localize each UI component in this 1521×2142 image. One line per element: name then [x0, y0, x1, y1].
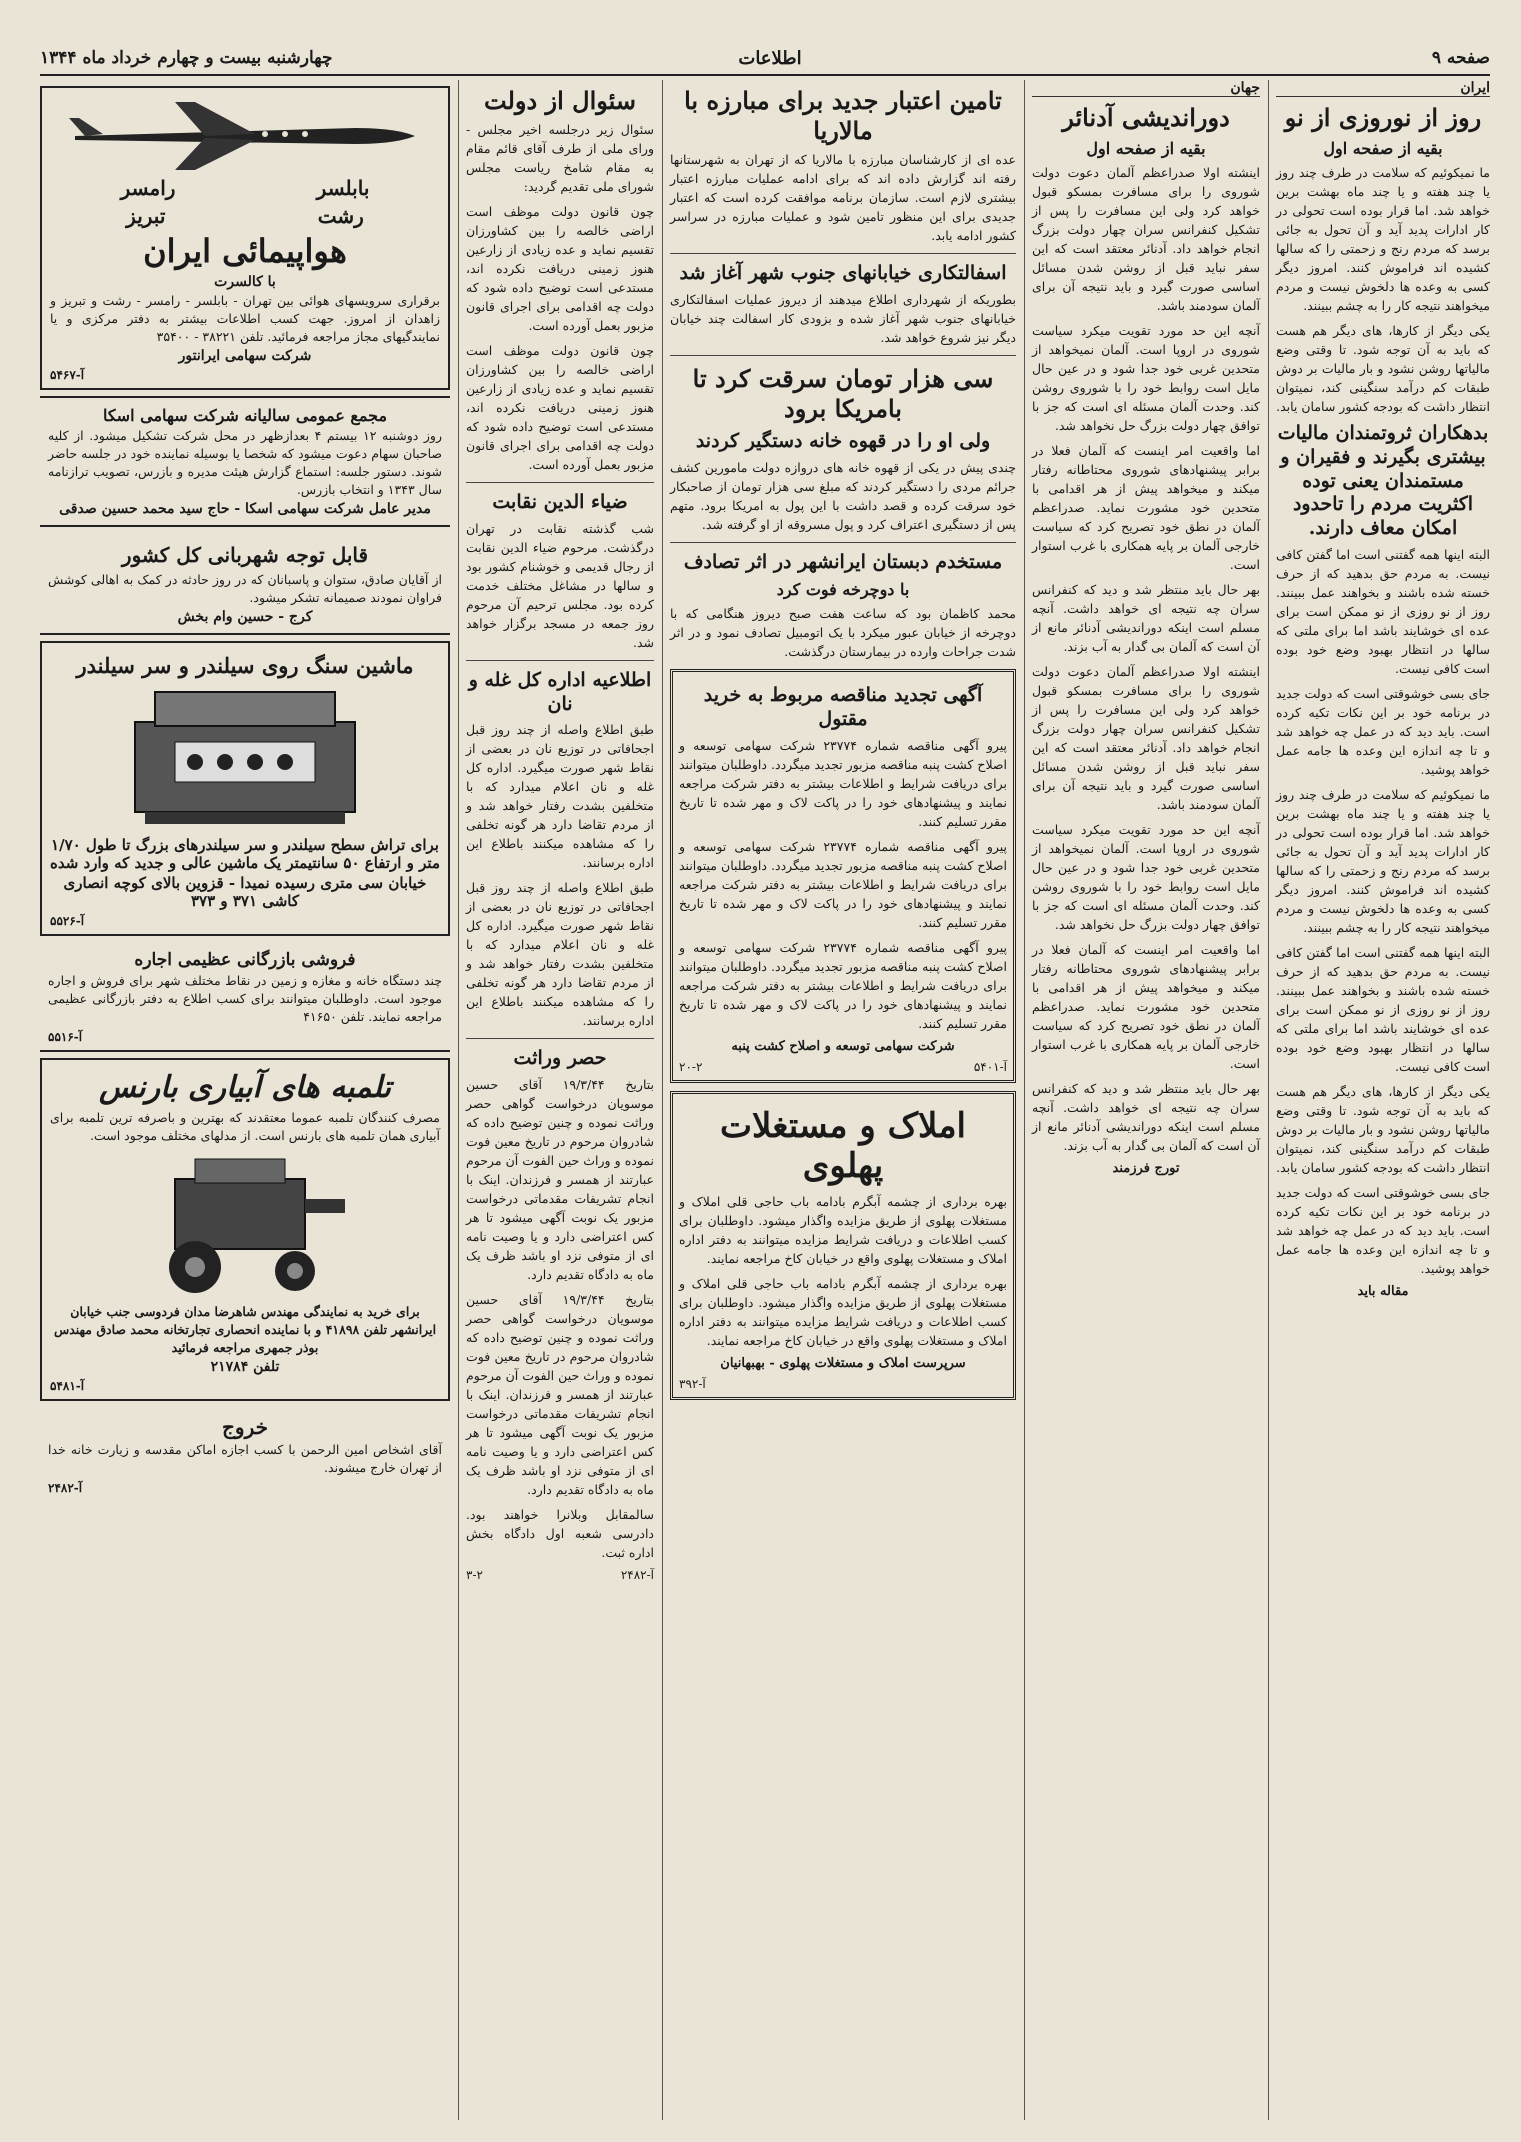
divider — [670, 542, 1016, 543]
column-rule — [1268, 80, 1269, 2120]
headline: حصر وراثت — [513, 1047, 607, 1070]
headline: اطلاعیه اداره کل غله و نان — [468, 668, 652, 715]
article-paragraph: ما نمیکوئیم که سلامت در طرف چند روز یا چند هفته و یا چند ماه بهشت برین خواهد شد. اما قرار بوده است تحولی در کار ادارات پدید آید و آن تحول به جائی برسد که مردم رنج و زحمتی را که سالها کشیده اند فراموش کنند. امروز دیگر کسی به وعده ها دلخوش نیست و مردم میخواهند نتیجه کار را به چشم ببینند. — [1276, 165, 1490, 313]
article-paragraph: ما نمیکوئیم که سلامت در طرف چند روز یا چند هفته و یا چند ماه بهشت برین خواهد شد. اما قرار بوده است تحولی در کار ادارات پدید آید و آن تحول به جائی برسد که مردم رنج و زحمتی را که سالها کشیده اند فراموش کنند. امروز دیگر کسی به وعده ها دلخوش نیست و مردم میخواهند نتیجه کار را به چشم ببینند. — [1276, 786, 1490, 935]
column-notices — [466, 80, 654, 1582]
ad-text: روز دوشنبه ۱۲ بیستم ۴ بعدازظهر در محل شرکت تشکیل میشود. از کلیه صاحبان سهام دعوت میشود که شخصا یا بوسیله نماینده خود در جلسه حاضر شوند. دستور جلسه: استماع گزارش هیئت مدیره و بازرس، تصویب ترازنامه سال ۱۳۴۳ و انتخاب بازرس. — [48, 428, 442, 497]
ad-headline: آگهی تجدید مناقصه مربوط به خرید مقتول — [703, 684, 983, 730]
ad-company: شرکت سهامی ایرانتور — [178, 348, 312, 364]
signature: مقاله باید — [1357, 1283, 1409, 1299]
article-paragraph: طبق اطلاع واصله از چند روز قبل اجحافاتی در توزیع نان در بعضی از نقاط شهر صورت میگیرد. اداره کل غله و نان اعلام میدارد که با متخلفین بشدت رفتار خواهد شد و از مردم تقاضا دارد هر گونه تخلفی را که مشاهده میکنند باطلاع این اداره برسانند. — [466, 722, 654, 871]
article-paragraph: بطوریکه از شهرداری اطلاع میدهند از دیروز عملیات اسفالتکاری خیابانهای جنوب شهر آغاز شده و بزودی کار اسفالت چند خیابان دیگر نیز شروع خواهد شد. — [670, 291, 1016, 345]
ad-headline: ماشین سنگ روی سیلندر و سر سیلندر — [76, 653, 414, 678]
subhead: بقیه از صفحه اول — [1323, 139, 1443, 158]
ad-text: برقراری سرویسهای هوائی بین تهران - بابلسر - رامسر - رشت و تبریز و زاهدان از امروز. جهت کسب اطلاعات بیشتر به دفتر مرکزی و یا نمایندگیهای مجاز مراجعه فرمائید. تلفن ۳۸۲۲۱ - ۳۵۴۰۰ — [50, 293, 440, 344]
ad-text: پیرو آگهی مناقصه شماره ۲۳۷۷۴ شرکت سهامی توسعه و اصلاح کشت پنبه مناقصه مزبور تجدید میگردد. داوطلبان میتوانند برای دریافت شرایط و اطلاعات بیشتر به دفتر شرکت مراجعه نمایند و پیشنهادهای خود را در پاکت لاک و مهر شده تا تاریخ مقرر تسلیم کنند. — [679, 737, 1007, 829]
section-label: جهان — [1032, 80, 1260, 97]
ad-code: آ-۵۵۱۶ — [48, 1030, 83, 1044]
column-world — [1032, 80, 1260, 1182]
ad-headline: فروشی بازرگانی عظیمی اجاره — [134, 950, 356, 970]
article-paragraph: جای بسی خوشوقتی است که دولت جدید در برنامه خود بر این نکات تکیه کرده است. باید دید که در عمل چه خواهد شد و تا چه اندازه این وعده ها جامه عمل خواهد پوشید. — [1276, 1184, 1490, 1276]
article-paragraph: سئوال زیر درجلسه اخیر مجلس - ورای ملی از طرف آقای قائم مقام به مقام شامخ ریاست مجلس شورای ملی تقدیم گردید: — [466, 122, 654, 194]
subhead: بقیه از صفحه اول — [1086, 139, 1206, 158]
headline: دوراندیشی آدنائر — [1062, 103, 1230, 132]
article-paragraph: اما واقعیت امر اینست که آلمان فعلا در برابر پیشنهادهای شوروی محتاطانه رفتار میکند و میخواهد پیش از هر اقدامی با متحدین خود مشورت نماید. صدراعظم آلمان در نطق خود تصریح کرد که سیاست خارجی آلمان بر پایه همکاری با غرب استوار است. — [1032, 443, 1260, 572]
article-paragraph: اما واقعیت امر اینست که آلمان فعلا در برابر پیشنهادهای شوروی محتاطانه رفتار میکند و میخواهد پیش از هر اقدامی با متحدین خود مشورت نماید. صدراعظم آلمان در نطق خود تصریح کرد که سیاست خارجی آلمان بر پایه همکاری با غرب استوار است. — [1032, 942, 1260, 1071]
city-name: تبریز — [126, 204, 166, 228]
ad-code: آ-۲۴۸۲ — [48, 1481, 83, 1495]
ad-text: پیرو آگهی مناقصه شماره ۲۳۷۷۴ شرکت سهامی توسعه و اصلاح کشت پنبه مناقصه مزبور تجدید میگردد. داوطلبان میتوانند برای دریافت شرایط و اطلاعات بیشتر به دفتر شرکت مراجعه نمایند و پیشنهادهای خود را در پاکت لاک و مهر شده تا تاریخ مقرر تسلیم کنند. — [679, 838, 1007, 930]
ad-code: ۳-۲ — [466, 1568, 483, 1582]
ad-code: آ-۵۴۰۱ — [973, 1059, 1007, 1074]
ad-headline: قابل توجه شهربانی کل کشور — [121, 543, 369, 567]
article-paragraph: اینشته اولا صدراعظم آلمان دعوت دولت شوروی را برای مسافرت بمسکو قبول خواهد کرد ولی این مسافرت را پس از تشکیل کنفرانس سران چهار دولت بزرگ انجام خواهد داد. آدنائر معتقد است که این سفر نباید قبل از روشن شدن مسائل اساسی صورت گیرد و باید نتیجه آن برای آلمان سودمند باشد. — [1032, 165, 1260, 313]
headline: ضیاء الدین نقابت — [492, 491, 628, 513]
city-name: رامسر — [120, 176, 176, 200]
ad-address: خیابان سی متری رسیده نمیدا - قزوین بالای کوچه انصاری کاشی ۳۷۱ و ۳۷۳ — [63, 874, 427, 910]
airline-name: هواپیمائی ایران — [143, 232, 347, 270]
ad-code: ۲۰-۲ — [679, 1059, 703, 1074]
ad-signature: کرج - حسین وام بخش — [177, 609, 313, 625]
ad-code: آ-۵۴۶۷ — [50, 368, 85, 382]
article-paragraph: چون قانون دولت موظف است اراضی خالصه را بین کشاورزان تقسیم نماید و عده زیادی از زارعین هنوز زمینی دریافت نکرده اند، مستدعی است توضیح داده شود که دولت چه اقدامی برای اجرای قانون مزبور بعمل آورده است. — [466, 343, 654, 472]
ad-text: برای تراش سطح سیلندر و سر سیلندرهای بزرگ تا طول ۱/۷۰ متر و ارتفاع ۵۰ سانتیمتر یک ماشین عالی و جدید که وارد شده — [50, 836, 440, 872]
column-ads — [40, 80, 450, 1507]
divider — [466, 660, 654, 661]
article-paragraph: یکی دیگر از کارها، های دیگر هم هست که باید به آن توجه شود. تا وقتی وضع مالیاتها روشن نشود و بار مالیات بر دوش طبقات کم درآمد سنگینی کند، نمیتوان انتظار داشت که بودجه کشور سامان یابد. — [1276, 323, 1490, 414]
ad-text: پیرو آگهی مناقصه شماره ۲۳۷۷۴ شرکت سهامی توسعه و اصلاح کشت پنبه مناقصه مزبور تجدید میگردد. داوطلبان میتوانند برای دریافت شرایط و اطلاعات بیشتر به دفتر شرکت مراجعه نمایند و پیشنهادهای خود را در پاکت لاک و مهر شده تا تاریخ مقرر تسلیم کنند. — [679, 939, 1007, 1031]
ad-headline: املاک و مستغلات پهلوی — [720, 1105, 966, 1186]
water-pump-icon — [125, 1149, 365, 1299]
tender-ad — [670, 669, 1016, 1083]
article-paragraph: بتاریخ ۱۹/۳/۴۴ آقای حسین موسویان درخواست گواهی حصر وراثت نموده و چنین توضیح داده که شادروان مرحوم در تاریخ معین فوت نموده و وراث حین الفوت آن مرحوم عبارتند از همسر و فرزندان. اینک با انجام تشریفات مقدماتی درخواست مزبور یک نوبت آگهی میشود تا هر کس اعتراضی دارد و یا وصیت نامه ای از متوفی نزد او باشد ظرف یک ماه به دادگاه تقدیم دارد. — [466, 1292, 654, 1497]
divider — [670, 355, 1016, 356]
article-paragraph: چندی پیش در یکی از قهوه خانه های دروازه دولت مامورین کشف جرائم مردی را دستگیر کردند که مبلغ سی هزار تومان از صاحبکار خود سرقت کرده و قصد داشت با این پول به امریکا برود. متهم پس از دستگیری اعتراف کرد و پول مسروقه از او گرفته شد. — [670, 459, 1016, 532]
ad-headline: خروج — [222, 1415, 268, 1439]
city-name: رشت — [317, 204, 364, 228]
pump-ad — [40, 1058, 450, 1401]
headline: مستخدم دبستان ایرانشهر در اثر تصادف — [683, 550, 1003, 573]
ad-subtitle: با کالسرت — [214, 274, 276, 290]
meeting-ad — [40, 396, 450, 527]
section-label: ایران — [1276, 80, 1490, 97]
masthead — [40, 48, 1490, 76]
property-ad — [670, 1091, 1016, 1400]
bold-paragraph: بدهکاران ثروتمندان مالیات بیشتری بگیرند و فقیران و مستمندان یعنی توده اکثریت مردم را تاحدود امکان معاف دارند. — [1277, 422, 1489, 539]
article-paragraph: شب گذشته نقابت در تهران درگذشت. مرحوم ضیاء الدین نقابت از رجال قدیمی و خوشنام کشور بود و سالها در مشاغل مختلف خدمت کرده بود. مجلس ترحیم آن مرحوم روز جمعه در مسجد برگزار خواهد شد. — [466, 520, 654, 650]
column-rule — [662, 80, 663, 2120]
paper-name: اطلاعات — [738, 48, 802, 69]
headline: روز از نوروزی از نو — [1284, 103, 1482, 132]
article-paragraph: آنچه این حد مورد تقویت میکرد سیاست شوروی در اروپا است. آلمان نمیخواهد از متحدین غربی خود جدا شود و در عین حال مایل است روابط خود را با شوروی روشن کند. وحدت آلمان مسئله ای است که جز با توافق چهار دولت بزرگ حل نخواهد شد. — [1032, 822, 1260, 932]
column-news — [670, 80, 1016, 1408]
ad-signature: شرکت سهامی توسعه و اصلاح کشت پنبه — [731, 1038, 955, 1054]
ad-codes — [679, 1060, 1007, 1074]
column-rule — [458, 80, 459, 2120]
exit-notice-ad — [40, 1407, 450, 1501]
notice-codes — [466, 1568, 654, 1582]
ad-signature: سرپرست املاک و مستغلات پهلوی - بهبهانیان — [720, 1355, 966, 1371]
destinations — [50, 176, 440, 200]
column-iran — [1276, 80, 1490, 1305]
ad-phone: تلفن ۲۱۷۸۴ — [210, 1359, 280, 1375]
ad-code: آ-۵۴۸۱ — [50, 1379, 85, 1393]
ad-headline: مجمع عمومی سالیانه شرکت سهامی اسکا — [102, 406, 388, 425]
article-paragraph: جای بسی خوشوقتی است که دولت جدید در برنامه خود بر این نکات تکیه کرده است. باید دید که در عمل چه خواهد شد و تا چه اندازه این وعده ها جامه عمل خواهد پوشید. — [1276, 685, 1490, 777]
ad-text: بهره برداری از چشمه آبگرم بادامه باب حاجی قلی املاک و مستغلات پهلوی از طریق مزایده واگذار میشود. داوطلبان برای کسب اطلاعات و دریافت شرایط مزایده میتوانند به دفتر اداره املاک و مستغلات پهلوی واقع در خیابان کاخ مراجعه نمایند. — [679, 1275, 1007, 1348]
headline: سی هزار تومان سرقت کرد تا بامریکا برود — [692, 363, 994, 423]
headline: سئوال از دولت — [484, 86, 636, 115]
article-paragraph: محمد کاظمان بود که ساعت هفت صبح دیروز هنگامی که با دوچرخه از خیابان عبور میکرد با یک اتومبیل تصادف نمود و در اثر شدت جراحات وارده در بیمارستان درگذشت. — [670, 606, 1016, 660]
ad-text: بهره برداری از چشمه آبگرم بادامه باب حاجی قلی املاک و مستغلات پهلوی از طریق مزایده واگذار میشود. داوطلبان برای کسب اطلاعات و دریافت شرایط مزایده میتوانند به دفتر اداره املاک و مستغلات پهلوی واقع در خیابان کاخ مراجعه نمایند. — [679, 1193, 1007, 1266]
article-paragraph: سالمقابل وبلانرا خواهند بود. دادرسی شعبه اول دادگاه بخش اداره ثبت. — [466, 1507, 654, 1560]
issue-date: چهارشنبه بیست و چهارم خرداد ماه ۱۳۴۴ — [40, 48, 333, 68]
article-paragraph: بهر حال باید منتظر شد و دید که کنفرانس سران چه نتیجه ای خواهد داشت. آنچه مسلم است اینکه دوراندیشی آدنائر مانع از آن است که آلمان بی گدار به آب بزند. — [1032, 1081, 1260, 1153]
article-paragraph: عده ای از کارشناسان مبارزه با مالاریا که از تهران به شهرستانها رفته اند گزارش داده اند که برای ادامه عملیات مبارزه اعتبار بیشتری لازم است. سازمان برنامه موافقت کرده است که اعتبار جدیدی برای این منظور تامین شود و عملیات مبارزه در سراسر کشور ادامه یابد. — [670, 152, 1016, 243]
article-paragraph: آنچه این حد مورد تقویت میکرد سیاست شوروی در اروپا است. آلمان نمیخواهد از متحدین غربی خود جدا شود و در عین حال مایل است روابط خود را با شوروی روشن کند. وحدت آلمان مسئله ای است که جز با توافق چهار دولت بزرگ حل نخواهد شد. — [1032, 323, 1260, 433]
headline: تامین اعتبار جدید برای مبارزه با مالاریا — [684, 86, 1002, 145]
airplane-icon — [55, 98, 435, 172]
ad-text: مصرف کنندگان تلمبه عموما معتقدند که بهترین و باصرفه ترین تلمبه برای آبیاری همان تلمبه های بارنس است. از مدلهای مختلف موجود است. — [50, 1110, 440, 1143]
column-rule — [1024, 80, 1025, 2120]
subhead: ولی او را در قهوه خانه دستگیر کردند — [695, 429, 991, 452]
city-name: بابلسر — [316, 176, 370, 200]
ad-text: از آقایان صادق، ستوان و پاسبانان که در روز حادثه در کمک به اهالی کوشش فراوان نمودند صمیمانه تشکر میشود. — [48, 572, 442, 605]
article-paragraph: اینشته اولا صدراعظم آلمان دعوت دولت شوروی را برای مسافرت بمسکو قبول خواهد کرد ولی این مسافرت را پس از تشکیل کنفرانس سران چهار دولت بزرگ انجام خواهد داد. آدنائر معتقد است که این سفر نباید قبل از روشن شدن مسائل اساسی صورت گیرد و باید نتیجه آن برای آلمان سودمند باشد. — [1032, 664, 1260, 812]
trade-ad — [40, 942, 450, 1052]
destinations — [50, 204, 440, 228]
ad-code: آ-۵۵۲۶ — [50, 914, 85, 928]
signature: تورج فرزمند — [1112, 1161, 1180, 1176]
article-paragraph: البته اینها همه گفتنی است اما گفتن کافی نیست. به مردم حق بدهید که از حرف خسته شده باشند و بخواهند عمل ببینند. روز از نو روزی از نو ممکن است برای عده ای خوشایند باشد اما برای ملتی که سالها در انتظار بهبود وضع خود بوده است کافی نیست. — [1276, 944, 1490, 1074]
ad-signature: مدیر عامل شرکت سهامی اسکا - حاج سید محمد حسین صدقی — [59, 501, 431, 517]
ad-text: چند دستگاه خانه و مغازه و زمین در نقاط مختلف شهر برای فروش و اجاره موجود است. داوطلبان میتوانند برای کسب اطلاع به دفتر بازرگانی عظیمی مراجعه نمایند. تلفن ۴۱۶۵۰ — [48, 973, 442, 1024]
grinding-machine-icon — [115, 682, 375, 832]
airline-ad — [40, 86, 450, 390]
ad-code: آ-۳۹۲ — [679, 1376, 706, 1391]
divider — [466, 1038, 654, 1039]
article-paragraph: بهر حال باید منتظر شد و دید که کنفرانس سران چه نتیجه ای خواهد داشت. آنچه مسلم است اینکه دوراندیشی آدنائر مانع از آن است که آلمان بی گدار به آب بزند. — [1032, 582, 1260, 654]
ad-text: برای خرید به نمایندگی مهندس شاهرضا مدان فردوسی جنب خیابان ایرانشهر تلفن ۴۱۸۹۸ و با نماینده انحصاری تجارتخانه محمد صادق مهندس بوذر جمهری مراجعه فرمائید — [53, 1304, 437, 1355]
headline: اسفالتکاری خیابانهای جنوب شهر آغاز شد — [679, 262, 1007, 284]
divider — [466, 482, 654, 483]
ad-code: آ-۲۴۸۲ — [620, 1568, 654, 1582]
page-number: صفحه ۹ — [1431, 48, 1490, 68]
divider — [670, 253, 1016, 254]
article-paragraph: البته اینها همه گفتنی است اما گفتن کافی نیست. به مردم حق بدهید که از حرف خسته شده باشند و بخواهند عمل ببینند. روز از نو روزی از نو ممکن است برای عده ای خوشایند باشد اما برای ملتی که سالها در انتظار بهبود وضع خود بوده است کافی نیست. — [1276, 546, 1490, 676]
article-paragraph: یکی دیگر از کارها، های دیگر هم هست که باید به آن توجه شود. تا وقتی وضع مالیاتها روشن نشود و بار مالیات بر دوش طبقات کم درآمد سنگینی کند، نمیتوان انتظار داشت که بودجه کشور سامان یابد. — [1276, 1083, 1490, 1175]
article-paragraph: چون قانون دولت موظف است اراضی خالصه را بین کشاورزان تقسیم نماید و عده زیادی از زارعین هنوز زمینی دریافت نکرده اند، مستدعی است توضیح داده شود که دولت چه اقدامی برای اجرای قانون مزبور بعمل آورده است. — [466, 204, 654, 333]
article-paragraph: طبق اطلاع واصله از چند روز قبل اجحافاتی در توزیع نان در بعضی از نقاط شهر صورت میگیرد. اداره کل غله و نان اعلام میدارد که با متخلفین بشدت رفتار خواهد شد و از مردم تقاضا دارد هر گونه تخلفی را که مشاهده میکنند باطلاع این اداره برسانند. — [466, 880, 654, 1029]
article-paragraph: بتاریخ ۱۹/۳/۴۴ آقای حسین موسویان درخواست گواهی حصر وراثت نموده و چنین توضیح داده که شادروان مرحوم در تاریخ معین فوت نموده و وراث حین الفوت آن مرحوم عبارتند از همسر و فرزندان. اینک با انجام تشریفات مقدماتی درخواست مزبور یک نوبت آگهی میشود تا هر کس اعتراضی دارد و یا وصیت نامه ای از متوفی نزد او باشد ظرف یک ماه به دادگاه تقدیم دارد. — [466, 1077, 654, 1282]
subhead: با دوچرخه فوت کرد — [776, 580, 910, 600]
police-notice-ad — [40, 533, 450, 635]
machine-ad — [40, 641, 450, 936]
ad-text: آقای اشخاص امین الرحمن با کسب اجازه اماکن مقدسه و زیارت خانه خدا از تهران خارج میشوند. — [48, 1442, 442, 1475]
ad-headline: تلمبه های آبیاری بارنس — [99, 1070, 391, 1105]
